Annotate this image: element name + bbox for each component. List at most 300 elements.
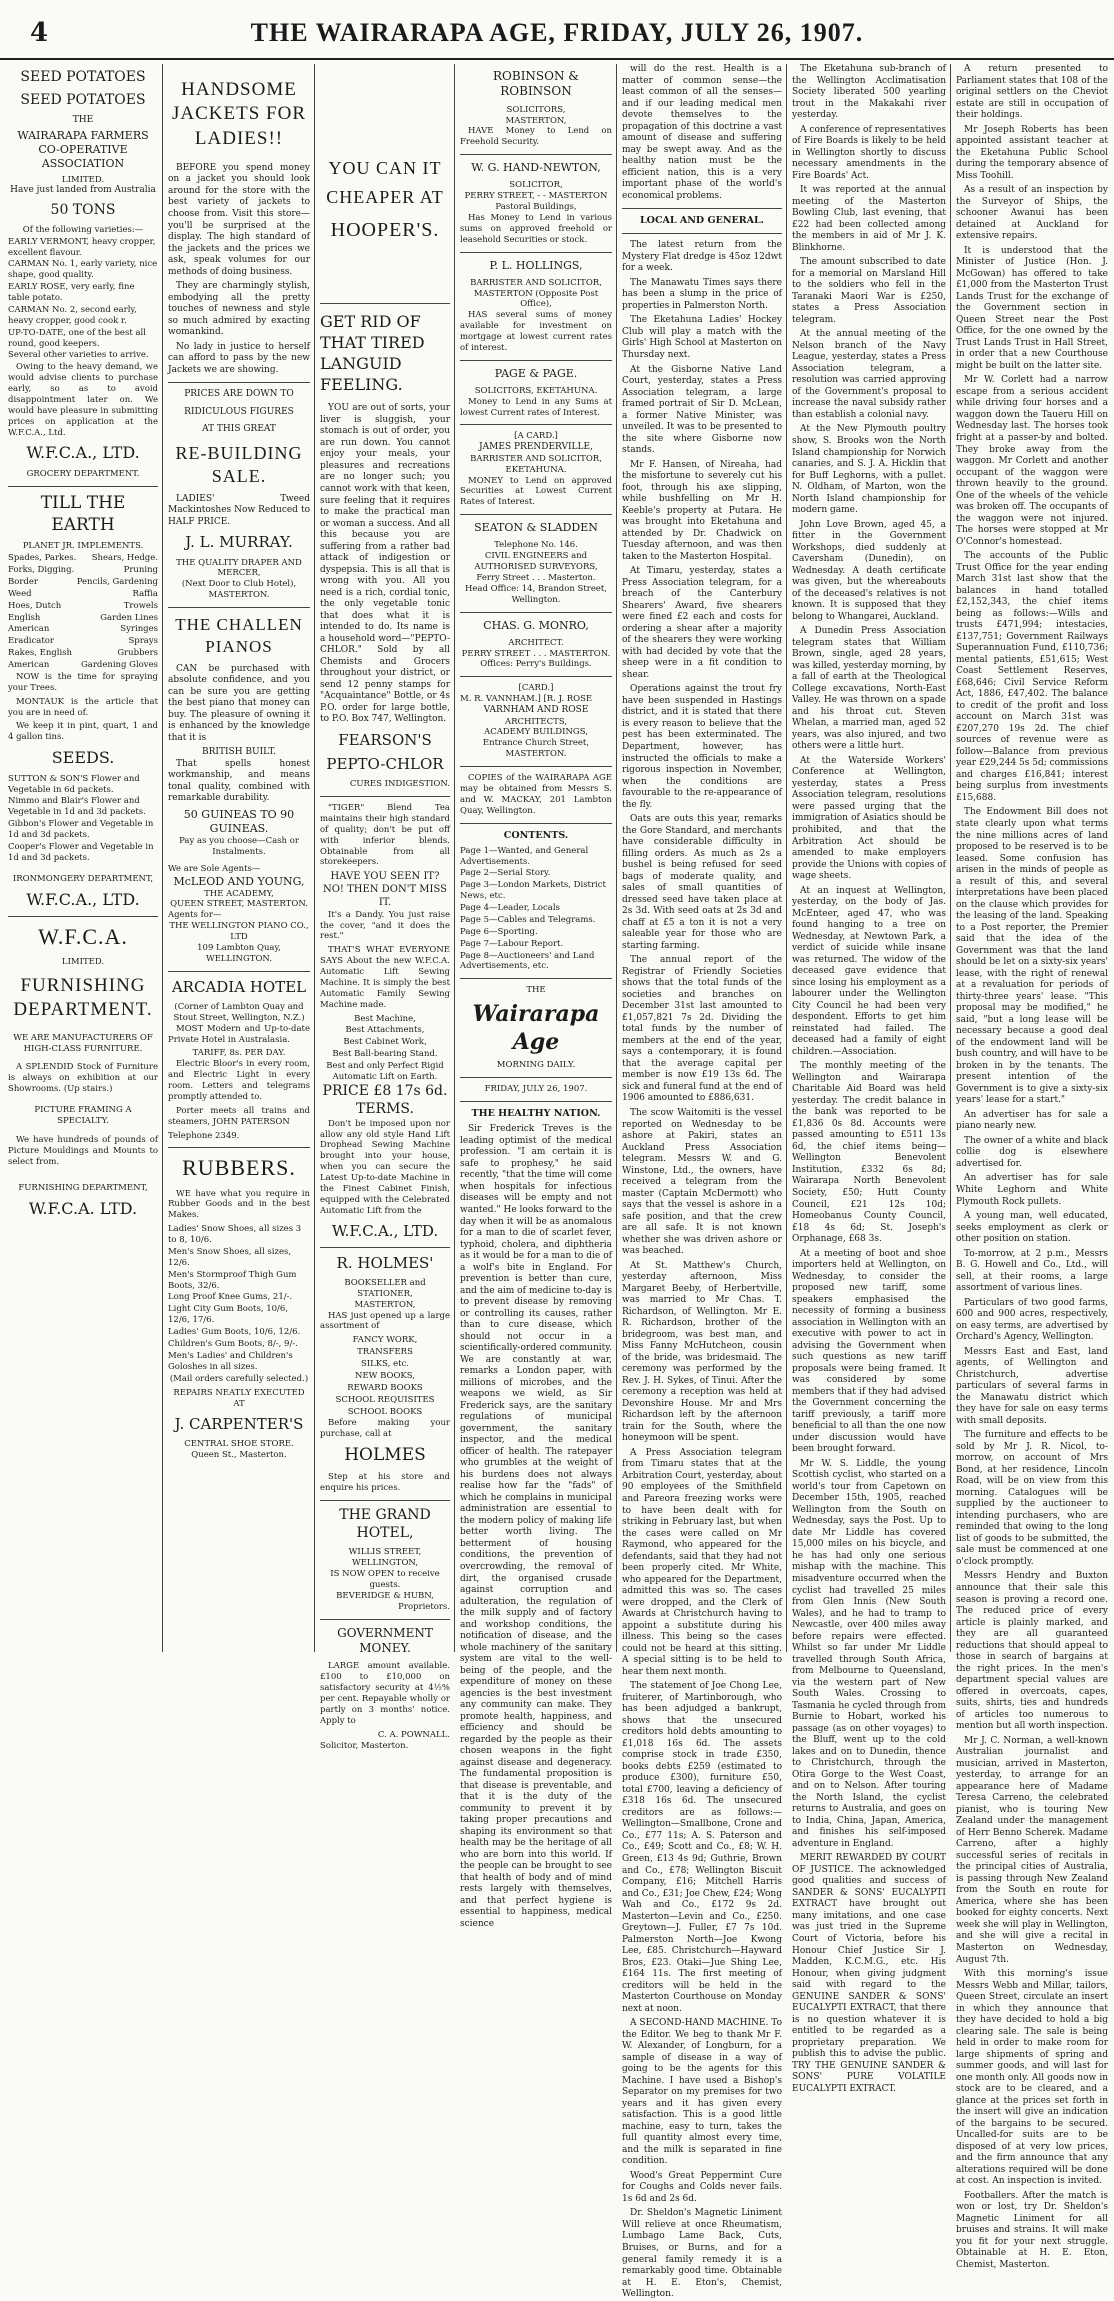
jl-murray: J. L. MURRAY. (185, 533, 293, 552)
news-paragraph: Mr F. Hansen, of Nireaha, had the misfortune to severely cut his foot, through his axe slipping, while bushfelling on Mr H. Keeble's property at Putara. He was brought into Eketahuna and attended by Dr. Chadwick on Tuesday afternoon, and was then taken to the Masterton Hospital. (622, 459, 782, 562)
best-item: Best Machine, (354, 1013, 416, 1024)
potato-varieties-list (8, 237, 158, 362)
architects: ARCHITECTS, (504, 716, 568, 727)
tool-item: Raffia (132, 588, 158, 599)
news-paragraph: A young man, well educated, seeks employment as clerk or other position on station. (956, 1211, 1108, 1245)
news-paragraph: The scow Waitomiti is the vessel reported on Wednesday to be ashore at Pakiri, states an Auckland Press Association telegram. Messrs W. and G. Winstone, Ltd., the owners, have received a telegram from the master (Captain McDermott) who says that the vessel is ashore in a safe position, and that the crew are all safe. It is not known whether she was driven ashore or was beached. (622, 1107, 782, 1257)
robinson: ROBINSON & ROBINSON (493, 69, 579, 99)
ad-seed-potatoes: SEED POTATOES (20, 69, 146, 85)
potato-variety: CARMAN No. 2, second early, heavy cropper, good cook r. (8, 304, 137, 326)
ad-seed-potatoes-repeat: SEED POTATOES (20, 91, 146, 108)
best-only: Best and only Perfect Rigid Automatic Lift on Earth. (326, 1061, 444, 1082)
holmes-item: TRANSFERS (357, 1347, 413, 1358)
copies-text: COPIES of the WAIRARAPA AGE may be obtained from Messrs S. and W. MACKAY, 201 Lambton Quay, Wellington. (460, 773, 612, 816)
tool-item: Gardening Gloves (80, 660, 158, 671)
contents-heading: CONTENTS. (503, 829, 569, 841)
page-solicitors: SOLICITORS, EKETAHUNA. (474, 385, 598, 396)
is-now-open: IS NOW OPEN to receive guests. (330, 1569, 440, 1591)
wfca-name: WAIRARAPA FARMERS CO-OPERATIVE ASSOCIATION (17, 129, 149, 171)
news-paragraph: The Endowment Bill does not state clearly upon what terms the nine millions acres of land proposed to be reserved is to be leased. Some confusion has arisen in the minds of people as a result of this, and several interpretations have been placed on the clause which provides for the leasing of the land. Speaking to a Post reporter, the Premier said that the idea of the Government was that the land should be let on a sixty-six years' lease, with the right of renewal at a revaluation for periods of thirty-three years' lease. "This proposal may be modified," he said, "but a long lease will be necessary because a good deal of the endowment land will be bush country, and will have to be broken in by the tenants. The present intention of the Government is to give a sixty-six years' lease for a start." (956, 807, 1108, 1106)
news-paragraph: Particulars of two good farms, 600 and 900 acres, respectively, on easy terms, are advertised by Orchard's Agency, Wellington. (956, 1297, 1108, 1343)
holmes-big: HOLMES (344, 1445, 426, 1466)
best-item: Best Cabinet Work, (343, 1037, 427, 1048)
head-office: Head Office: 14, Brandon Street, Wellington. (464, 583, 608, 605)
pay-choose: Pay as you choose—Cash or Instalments. (179, 835, 299, 857)
news-paragraph: A Dunedin Press Association telegram states that William Brown, single, aged 28 years, was killed, yesterday morning, by a fall of earth at the Theological College excavations, North-East Valley. He was thrown on a spade and his throat cut. Steven Whelan, a married man, aged 52 years, was also injured, and two others were a little hurt. (792, 626, 946, 752)
news-paragraph: The statement of Joe Chong Lee, fruiterer, of Martinborough, who has been adjudged a bankrupt, shows that the unsecured creditors hold debts amounting to £1,018 16s 6d. The assets comprise stock in trade £350, books debts £259 (estimated to produce £300), furniture £50, total £700, leaving a deficiency of £318 16s 6d. The unsecured creditors are as follows:—Wellington—Smallbone, Crone and Co., £77 11s; A. S. Paterson and Co., £49; Scott and Co., £8; W. H. Green, £13 4s 9d; Guthrie, Brown and Co., £78; Wellington Biscuit Company, £16; Mitchell Harris and Co., £31; Joe Chew, £24; Wong Wah and Co., £172 9s 2d. Masterton—Levin and Co., £250. Greytown—J. Fuller, £7 7s 10d. Palmerston North—Joe Kwong Lee, £85. Christchurch—Hayward Bros, £23. Otaki—Jue Shing Lee, £164 11s. The first meeting of creditors will be held in the Masterton Courthouse on Monday next at noon. (622, 1681, 782, 2014)
tool-row (8, 660, 158, 671)
divider (320, 1247, 450, 1248)
has-just-opened: HAS just opened up a large assortment of (320, 1310, 450, 1332)
divider (8, 486, 158, 487)
news-paragraph: An advertiser has for sale White Leghorn and White Plymouth Rock pullets. (956, 1173, 1108, 1207)
card-label-2: [CARD.] (518, 683, 554, 694)
at-this-great: AT THIS GREAT (202, 424, 276, 435)
quality-draper: THE QUALITY DRAPER AND MERCER, (176, 557, 302, 579)
at-text: AT (233, 1399, 245, 1410)
divider (168, 382, 310, 383)
news-list-col7 (956, 64, 1108, 2271)
machine-price: PRICE £8 17s 6d. TERMS. (322, 1082, 448, 1117)
ferry-street: Ferry Street . . . Masterton. (476, 572, 596, 583)
manufacturers-text: WE ARE MANUFACTURERS OF HIGH-CLASS FURNITURE. (13, 1032, 153, 1054)
workmanship-text: That spells honest workmanship, and means tonal quality, combined with remarkable durability. (168, 758, 310, 804)
tool-item: Pruning (123, 565, 158, 576)
holmes-item: SCHOOL BOOKS (347, 1406, 423, 1417)
picture-framing: PICTURE FRAMING A SPECIALTY. (34, 1105, 132, 1126)
limited-label-2: LIMITED. (61, 957, 105, 968)
column-rule (950, 64, 951, 1652)
column-rule (616, 64, 617, 1652)
divider (460, 1077, 612, 1078)
contents-item: Page 5—Cables and Telegrams. (460, 914, 596, 925)
news-paragraph: A conference of representatives of Fire Boards is likely to be held in Wellington shortly to discuss necessary amendments in the Fire Boards' Act. (792, 124, 946, 181)
seeds-heading: SEEDS. (51, 748, 115, 768)
divider (460, 1101, 612, 1102)
monro: CHAS. G. MONRO, (483, 618, 589, 632)
rubbers-text: WE have what you require in Rubber Goods and in the best Makes. (168, 1188, 310, 1221)
healthy-nation-article: Sir Frederick Treves is the leading optimist of the medical profession. "I am certain it is safe to prophesy," he said recently, "that the time will come when hospitals for infectious diseases will be empty and not wanted." He looks forward to the day when it will be as anomalous for a man to die of scarlet fever, typhoid, cholera, and diphtheria as it would be for a man to die of a wolf's bite in England. For prevention is better than cure, and the aim of medicine to-day is to prevent disease by removing or controlling its causes, rather than to cure disease, which should not occur in a scientifically-ordered community. We are constantly at war, remarks a London paper, with millions of microbes, and the weapons we wield, as Sir Frederick says, are the sanitary regulations of municipal government, the sanitary inspector, and the medical officer of health. The ratepayer who grumbles at the weight of his burdens does not always realise how far the "fads" of which he complains in municipal administration are essential to the modern policy of making life better worth living. The betterment of housing conditions, the prevention of overcrowding, the removal of dirt, the organised crusade against corruption and adulteration, the regulation of the milk supply and of factory and workshop conditions, the notification of disease, and the whole machinery of the sanitary system are vital to the well-being of the people, and the expenditure of money on these agencies is the best investment any community can make. They promote health, happiness, and efficiency and should be regarded by the people as their chosen weapons in the fight against disease and degeneracy. The fundamental proposition is that disease is preventable, and that it is the duty of the community to prevent it by taking proper precautions and shaping its environment so that health may be the heritage of all who are born into this world. If the people can be brought to see that health of body and of mind rests largely with themselves, and that perfect hygiene is essential to happiness, medical science (460, 1124, 612, 1929)
tools-list (8, 553, 158, 671)
tool-item: Hoes, Dutch (8, 600, 62, 611)
tool-item: Weed (8, 588, 32, 599)
no-lady-text: No lady in justice to herself can afford to pass by the new Jackets we are showing. (168, 341, 310, 375)
lambton-quay: 109 Lambton Quay, (197, 942, 281, 953)
news-paragraph: The amount subscribed to date for a memorial on Marsland Hill to the soldiers who fell in the Taranaki Maori War is £250, states a Press Association telegram. (792, 257, 946, 325)
potato-variety: EARLY ROSE, very early, fine table potato. (8, 282, 135, 304)
british-built: BRITISH BUILT. (202, 747, 276, 758)
contents-item: Page 8—Auctioneers' and Land Advertisements, etc. (460, 950, 595, 972)
seeds-list (8, 774, 158, 864)
monro-offices: Offices: Perry's Buildings. (480, 659, 592, 670)
central-shoe: CENTRAL SHOE STORE. (184, 1439, 294, 1450)
wfca-ltd-footer: W.F.C.A. LTD. (28, 1199, 138, 1219)
demand-note: Owing to the heavy demand, we would advise clients to purchase early, so as to avoid disappointment later on. We would have pleasure in submitting prices on application at the W.F.C.A., Ltd. (8, 362, 158, 438)
tool-item: Border (8, 576, 38, 587)
monro-architect: ARCHITECT. (508, 637, 564, 648)
divider (168, 1147, 310, 1148)
prices-down: PRICES ARE DOWN TO (184, 389, 294, 400)
contents-item: Page 1—Wanted, and General Advertisements. (460, 845, 589, 867)
porter-text: Porter meets all trains and steamers, JOHN PATERSON (168, 1105, 310, 1127)
civil-engineers: CIVIL ENGINEERS and AUTHORISED SURVEYORS, (474, 551, 598, 573)
tool-item: American (8, 624, 50, 635)
divider (320, 1500, 450, 1501)
mackintoshes-text: LADIES' Tweed Mackintoshes Now Reduced to HALF PRICE. (168, 493, 310, 527)
pownall: C. A. POWNALL. (377, 1729, 450, 1740)
holmes-item: NEW BOOKS, (355, 1370, 415, 1381)
news-paragraph: At the Waterside Workers' Conference at Wellington, yesterday, states a Press Association telegram, resolutions were passed urging that the immigration of Asiatics should be prohibited, and that the Arbitration Act should be amended to make employers provide the Unions with copies of wage sheets. (792, 755, 946, 882)
column-rule (162, 64, 163, 1652)
best-item: Best Ball-bearing Stand. (332, 1049, 438, 1060)
tool-item: Pencils, Gardening (76, 576, 158, 587)
divider (460, 154, 612, 155)
news-paragraph: At Timaru, yesterday, states a Press Association telegram, for a breach of the Canterbury Shearers' Award, five shearers were fined £2 each and costs for ordering a shear after a majority of the shearers they were working with had decided by vote that the sheep were in a fit condition to shear. (622, 566, 782, 680)
news-paragraph: Mr W. Corlett had a narrow escape from a serious accident while driving four horses and a waggon down the Taueru Hill on Wednesday last. The horses took fright at a passer-by and bolted. They broke away from the waggon. Mr Corlett and another occupant of the waggon were thrown heavily to the ground. One of the wheels of the vehicle was broken off. The occupants of the waggon were not injured. The horses were stopped at Mr O'Connor's homestead. (956, 375, 1108, 547)
tool-item: Syringes (120, 624, 158, 635)
you-can-cheaper: YOU CAN IT CHEAPER AT (326, 158, 444, 207)
news-paragraph: The furniture and effects to be sold by Mr J. R. Nicol, to-morrow, on account of Mrs Bond, at her residence, Lincoln Road, will be on view from this morning. Catalogues will be supplied by the auctioneer to intending purchasers, who are reminded that owing to the long list of goods to be submitted, the sale must be commenced at one o'clock promptly. (956, 1430, 1108, 1567)
page-number: 4 (30, 18, 49, 48)
planet-jr: PLANET JR. IMPLEMENTS. (22, 541, 144, 552)
hollings-money: HAS several sums of money available for investment on mortgage at lowest current rates of interest. (460, 310, 612, 353)
rubber-item: Light City Gum Boots, 10/6, 12/6, 17/6. (168, 1304, 289, 1326)
tool-item: Trowels (123, 600, 158, 611)
mouldings-text: We have hundreds of pounds of Picture Mouldings and Mounts to select from. (8, 1134, 158, 1167)
divider (460, 676, 612, 677)
news-paragraph: At the Gisborne Native Land Court, yesterday, states a Press Association telegram, a large framed portrait of Sir D. McLean, a former Native Minister, was unveiled. It was to be presented to the site where Gisborne now stands. (622, 364, 782, 456)
furnishing-dept: FURNISHING DEPARTMENT, (18, 1183, 148, 1194)
news-paragraph: The monthly meeting of the Wellington and Wairarapa Charitable Aid Board was held yesterday. The credit balance in the bank was reported to be £1,836 0s 8d. Accounts were passed amounting to £511 13s 6d, the chief items being—Wellington Benevolent Institution, £332 6s 8d; Wairarapa North Benevolent Society, £50; Hutt County Council, £21 12s 10d; Homeobanus County Council, £18 4s 6d; St. Joseph's Orphanage, £68 3s. (792, 1061, 946, 1245)
tool-item: Grubbers (117, 648, 158, 659)
news-paragraph: John Love Brown, aged 45, a fitter in the Government Workshops, died suddenly at Caversham (Dunedin), on Wednesday. A death certificate was given, but the whereabouts of the deceased's relatives is not known. It is supposed that they belong to Whangarei, Auckland. (792, 519, 946, 622)
pepto-chlor: PEPTO-CHLOR (326, 755, 444, 773)
agents-for: Agents for— (168, 910, 222, 921)
divider (622, 208, 782, 209)
healthy-nation-heading: THE HEALTHY NATION. (471, 1108, 601, 1120)
news-paragraph: Dr. Sheldon's Magnetic Liniment Will relieve at once Rheumatism, Lumbago Lame Back, Cuts, Bruises, or Burns, and for a general family remedy it is a remarkably good time. Obtainable at H. E. Eton's, Chemist, Wellington. (622, 2208, 782, 2300)
tool-row (8, 589, 158, 600)
news-paragraph: Mr W. S. Liddle, the young Scottish cyclist, who started on a world's tour from Capetown on December 15th, 1905, reached Wellington from the South on Wednesday, says the Post. Up to date Mr Liddle has covered 15,000 miles on his bicycle, and he has had only one serious mishap with the machine. This misadventure occurred when the cyclist had travelled 25 miles from Glen Innis (New South Wales), and he had to tramp to Newcastle, over 400 miles away before repairs were effected. Whilst so far under Mr Liddle travelled through South Africa, from Melbourne to Queensland, via the western part of New South Wales. Crossing to Tasmania he cycled through from Burnie to Hobart, worked his passage (as on other voyages) to the Bluff, went up to the cold lakes and on to Dunedin, thence to Christchurch, through the Otira Gorge to the West Coast, and on to Nelson. After touring the North Island, the cyclist returns to Australia, and goes on to India, China, Japan, America, and finishes his self-imposed adventure in England. (792, 1458, 946, 1849)
holmes-item: FANCY WORK, (352, 1335, 418, 1346)
column-7 (952, 64, 1112, 2270)
limited-label: LIMITED. (61, 174, 105, 185)
step-in: Step at his store and enquire his prices. (320, 1471, 450, 1493)
keep-text: We keep it in pint, quart, 1 and 4 gallon tins. (8, 721, 158, 743)
solicitor-masterton: Solicitor, Masterton. (320, 1740, 409, 1751)
card-label: [A CARD.] (514, 431, 558, 442)
tool-row (8, 648, 158, 659)
holmes-item: REWARD BOOKS (347, 1382, 423, 1393)
page-and-page: PAGE & PAGE. (494, 366, 578, 380)
spray-text: NOW is the time for spraying your Trees. (8, 671, 158, 693)
rubbers-list (168, 1224, 310, 1372)
academy-buildings: ACADEMY BUILDINGS, (484, 727, 588, 738)
monro-perry: PERRY STREET . . . MASTERTON. (461, 648, 611, 659)
wfca-ltd-heading-2: W.F.C.A., LTD. (26, 889, 140, 909)
hand-money: Has Money to Lend in various sums on approved freehold or leasehold Securities or stock. (460, 212, 612, 245)
article-continued: will do the rest. Health is a matter of common sense—the least common of all the senses—and if our leading medical men devote themselves to the propagation of this doctrine a vast amount of disease and suffering may be swept away. And as the healthy nation must be the efficient nation, this is a very important phase of the world's economical problems. (622, 64, 782, 201)
eketahuna: EKETAHUNA. (505, 464, 567, 475)
contents-item: Page 4—Leader, Locals (460, 903, 560, 914)
news-paragraph: The Eketahuna Ladies' Hockey Club will play a match with the Girls' High School at Masterton on Thursday next. (622, 315, 782, 360)
contents-list (460, 846, 612, 973)
contents-item: Page 7—Labour Report. (460, 938, 564, 949)
rubber-item: Men's Snow Shoes, all sizes, 12/6. (168, 1246, 292, 1268)
column-2 (164, 64, 314, 1652)
divider (460, 424, 612, 425)
tariff: TARIFF, 8s. PER DAY. (192, 1048, 286, 1059)
ironmongery-dept: IRONMONGERY DEPARTMENT, (12, 873, 154, 884)
news-paragraph: MERIT REWARDED BY COURT OF JUSTICE. The acknowledged good qualities and success of SANDER & SONS' EUCALYPTI EXTRACT have brought out many imitations, and one case was just tried in the Supreme Court of Victoria, before his Honour Chief Justice Sir J. Madden, K.C.M.G., etc. His Honour, when giving judgment said with regard to the GENUINE SANDER & SONS' EUCALYPTI EXTRACT, that there is no question whatever it is entitled to be regarded as a proprietary preparation. We publish this to advise the public. TRY THE GENUINE SANDER & SONS' PURE VOLATILE EUCALYPTI EXTRACT. (792, 1853, 946, 2094)
fifty-tons: 50 TONS (50, 201, 116, 218)
newspaper-logo: Wairarapa Age (472, 1001, 600, 1056)
proprietors: Proprietors. (398, 1601, 450, 1612)
divider (460, 360, 612, 361)
news-paragraph: Operations against the trout fry have been suspended in Hastings district, and it is stated that there is every reason to believe that the pest has been exterminated. The Department, however, has instructed the officials to make a rigorous inspection in November, when the conditions are favourable to the re-appearance of the fly. (622, 684, 782, 810)
stylish-text: They are charmingly stylish, embodying all the pretty touches of newness and style so much admired by exacting womankind. (168, 281, 310, 338)
rubber-item: Long Proof Knee Gums, 21/-. (168, 1292, 293, 1303)
divider (460, 612, 612, 613)
hand-newton: W. G. HAND-NEWTON, (471, 161, 601, 175)
seed-item: Gibbon's Flower and Vegetable in 1d and 3d packets. (8, 819, 154, 841)
news-paragraph: Wood's Great Peppermint Cure for Coughs and Colds never fails. 1s 6d and 2s 6d. (622, 2170, 782, 2204)
newspaper-title: THE WAIRARAPA AGE, FRIDAY, JULY 26, 1907. (250, 18, 864, 47)
repairs: REPAIRS NEATLY EXECUTED (173, 1388, 305, 1399)
news-paragraph: A Press Association telegram from Timaru states that at the Arbitration Court, yesterday, about 90 employees of the Smithfield and Pareora freezing works were to have been dealt with for striking in February last, but when the cases were called on Mr Raymond, who appeared for the defendants, said that they had not been properly cited. Mr White, who appeared for the Department, admitted this was so. The cases were dropped, and the Clerk of Awards at Christchurch having to appoint a substitute during his illness. This being so the cases could not be heard at this sitting. A special sitting is to be held to hear them next month. (622, 1447, 783, 1677)
ad-the: THE (72, 114, 94, 125)
thats-what-text: THAT'S WHAT EVERYONE SAYS About the new W.F.C.A. Automatic Lift Sewing Machine. It is simply the best Automatic Family Sewing Machine made. (320, 945, 450, 1010)
hand-solicitor: SOLICITOR, (509, 180, 563, 191)
telephone: Telephone 2349. (168, 1130, 240, 1141)
challen-text: CAN be purchased with absolute confidence, and you can be sure you are getting the best piano that money can buy. The pleasure of owning it is enhanced by the knowledge that it is (168, 663, 310, 743)
column-3 (316, 64, 454, 1751)
prenderville-barrister: BARRISTER AND SOLICITOR, (470, 453, 602, 464)
hollings-address: MASTERTON (Opposite Post Office), (473, 288, 599, 310)
arcadia-text: MOST Modern and Up-to-date Private Hotel in Australasia. (168, 1023, 310, 1045)
tool-item: Rakes, English (8, 648, 73, 659)
club-hotel: (Next Door to Club Hotel), MASTERTON. (181, 579, 297, 601)
mail-orders: (Mail orders carefully selected.) (169, 1373, 309, 1384)
news-paragraph: The accounts of the Public Trust Office for the year ending March 31st last show that the balances in hand totalled £2,152,343, the chief items being as follows:—Wills and trusts £471,994; intestacies, £137,751; Government Railways Superannuation Fund, £110,736; mental patients, £51,615; West Coast Settlement Reserves, £68,646; Civil Service Reform Act, 1886, £47,402. The balance to credit of the profit and loss account on March 31st was £207,270 19s 2d. The chief sources of revenue were as follow—Balance from previous year £29,244 5s 5d; commissions and charges £16,841; interest being surplus from investments £15,688. (956, 551, 1108, 803)
masterton-label: MASTERTON, (354, 1299, 416, 1310)
local-general-heading: LOCAL AND GENERAL. (639, 215, 764, 227)
challen-pianos: THE CHALLEN PIANOS (175, 615, 303, 656)
rebuilding-sale: RE-BUILDING SALE. (175, 442, 303, 486)
r-holmes: R. HOLMES' (336, 1253, 434, 1272)
column-5 (618, 64, 786, 2300)
tool-row (8, 613, 158, 624)
logo-the: THE (526, 985, 546, 996)
vannham-rose: M. R. VANNHAM.] [R. J. ROSE (460, 694, 593, 705)
seaton-sladden: SEATON & SLADDEN (474, 521, 598, 535)
mcleod-young: McLEOD AND YOUNG, (173, 874, 305, 888)
divider (460, 252, 612, 253)
montauk-text: MONTAUK is the article that you are in need of. (8, 696, 158, 718)
guineas: 50 GUINEAS TO 90 GUINEAS. (183, 807, 295, 835)
robinson-solicitors: SOLICITORS, (506, 104, 566, 115)
tool-item: Forks, Digging. (8, 565, 75, 576)
holmes-item: SILKS, etc. (360, 1359, 409, 1370)
wellington: WELLINGTON. (205, 953, 273, 964)
divider (622, 233, 782, 234)
potato-variety: EARLY VERMONT, heavy cropper, excellent flavour. (8, 236, 156, 258)
divider (168, 607, 310, 608)
rubber-item: Ladies' Snow Shoes, all sizes 3 to 8, 10/6. (168, 1224, 302, 1246)
news-paragraph: The Eketahuna sub-branch of the Wellington Acclimatisation Society liberated 500 yearling trout in the Makakahi river yesterday. (792, 64, 946, 121)
jackets-text: BEFORE you spend money on a jacket you should look around for the store with the best variety of jackets to choose from. Visit this store—you'll be surprised at the display. The high standard of the jackets and the prices we ask, speak volumes for our methods of doing business. (168, 162, 310, 277)
tool-item: English (8, 612, 41, 623)
news-paragraph: An advertiser has for sale a piano nearly new. (956, 1109, 1108, 1132)
divider (460, 978, 612, 979)
tool-row (8, 601, 158, 612)
tool-item: Spades, Parkes. (8, 553, 77, 564)
tool-row (8, 636, 158, 647)
news-paragraph: Oats are outs this year, remarks the Gore Standard, and merchants have considerable difficulty in filling orders. As much as 2s a bushel is being refused for seed bags of moderate quality, and sales of small quantities of dressed seed have taken place at 2s 3d. With seed oats at 2s 3d and chaff at £5 a ton it is not a very saleable year for those who are starting farming. (622, 814, 782, 951)
tool-item: Garden Lines (100, 612, 158, 623)
news-paragraph: Mr J. C. Norman, a well-known Australian journalist and musician, arrived in Masterton, yesterday, to arrange for an appearance here of Madame Teresa Carreno, the celebrated pianist, who is touring New Zealand under the management of Herr Benno Scherek. Madame Carreno, after a highly successful series of recitals in the principal cities of Australia, is passing through New Zealand from the South en route for America, where she has been booked for eighty concerts. Next week she will play in Wellington, and she will give a recital in Masterton on Wednesday, August 7th. (956, 1735, 1108, 1965)
potato-variety: UP-TO-DATE, one of the best all round, good keepers. (8, 327, 146, 349)
tool-row (8, 624, 158, 635)
news-paragraph: At a meeting of boot and shoe importers held at Wellington, on Wednesday, to consider the proposed new tariff, some speakers emphasised the necessity of forming a business association in Wellington with an executive with power to act in advising the Government when such questions as new tariff proposals were being framed. It was considered by some members that if they had advised the Government concerning the tariff previously, a tariff more beneficial to all than the one now under discussion would have been brought forward. (792, 1248, 946, 1455)
bookseller: BOOKSELLER and STATIONER, (344, 1277, 426, 1299)
have-you-seen: HAVE YOU SEEN IT? NO! THEN DON'T MISS IT. (322, 871, 448, 908)
rubber-item: Men's Stormproof Thigh Gum Boots, 32/6. (168, 1269, 297, 1291)
rubber-item: Children's Gum Boots, 8/-, 9/-. (168, 1338, 298, 1349)
tool-item: Shears, Hedge. (91, 553, 158, 564)
seed-item: Nimmo and Blair's Flower and Vegetable in 1d and 3d packets. (8, 796, 146, 818)
ridiculous-figures: RIDICULOUS FIGURES (184, 406, 294, 417)
landed-text: Have just landed from Australia (10, 185, 156, 196)
news-paragraph: It is understood that the Minister of Justice (Hon. J. McGowan) has offered to take £1,000 from the Masterton Trust Lands Trust for the exchange of the Government section in Queen Street near the Post Office, for the one owned by the Trust Lands Trust in Hall Street, in order that a new Courthouse might be built on the latter site. (956, 245, 1108, 371)
divider (460, 766, 612, 767)
news-paragraph: With this morning's issue Messrs Webb and Millar, tailors, Queen Street, circulate an insert in which they announce that they have decided to hold a big clearing sale. The sale is being held in order to make room for large shipments of spring and summer goods, and will last for one month only. All goods now in stock are to be cleared, and a glance at the prices set forth in the insert will give an indication of the bargains to be secured. Uncalled-for suits are to be disposed of at very low prices, and the firm announce that any alterations required will be done at cost. An inspection is invited. (956, 1969, 1108, 2187)
before-purchase: Before making your purchase, call at (320, 1418, 450, 1440)
news-paragraph: A return presented to Parliament states that 108 of the original settlers on the Cheviot estate are still in occupation of their holdings. (956, 64, 1108, 121)
tool-item: Sprays (128, 636, 158, 647)
news-paragraph: The latest return from the Mystery Flat dredge is 45oz 12dwt for a week. (622, 240, 782, 274)
till-the-earth: TILL THE EARTH (40, 492, 126, 535)
seed-item: SUTTON & SON'S Flower and Vegetable in 6d packets. (8, 773, 140, 795)
morning-daily: MORNING DAILY. (496, 1060, 576, 1071)
get-rid-heading: GET RID OF THAT TIRED LANGUID FEELING. (320, 312, 425, 394)
grocery-dept: GROCERY DEPARTMENT. (26, 468, 140, 479)
hoopers: HOOPER'S. (330, 218, 440, 241)
rubber-item: Ladies' Gum Boots, 10/6, 12/6. (168, 1327, 301, 1338)
rubber-item: Men's Ladies' and Children's Goloshes in all sizes. (168, 1350, 293, 1372)
robinson-masterton: MASTERTON, (505, 115, 567, 126)
masthead (0, 0, 1114, 60)
prenderville-money: MONEY to Lend on approved Securities at Lowest Current Rates of Interest. (460, 475, 612, 508)
news-paragraph: At an inquest at Wellington, yesterday, on the body of Jas. McEnteer, aged 47, who was found hanging to a tree on Wednesday, at Newtown Park, a verdict of suicide while insane was returned. The widow of the deceased gave evidence that since losing his employment as a labourer under the Wellington City Council he had been very despondent. Efforts to get him reinstated had failed. The deceased had a family of eight children.—Association. (792, 885, 946, 1057)
tool-item: American (8, 660, 50, 671)
seed-item: Cooper's Flower and Vegetable in 1d and 3d packets. (8, 841, 154, 863)
contents-item: Page 3—London Markets, District News, etc. (460, 880, 606, 902)
potato-variety: Several other varieties to arrive. (8, 350, 149, 361)
news-paragraph: At the annual meeting of the Nelson branch of the Navy League, yesterday, states a Press Association telegram, a resolution was carried approving of the Government's proposal to increase the naval subsidy rather than establish a colonial navy. (792, 329, 946, 420)
splendid-text: A SPLENDID Stock of Furniture is always on exhibition at our Showrooms. (Up stairs.) (8, 1062, 158, 1095)
government-money: GOVERNMENT MONEY. (337, 1625, 433, 1656)
column-rule (454, 64, 455, 1652)
divider (320, 303, 450, 304)
queen-st: Queen St., Masterton. (191, 1450, 287, 1461)
holmes-item: SCHOOL REQUISITES (335, 1394, 435, 1405)
tool-row (8, 577, 158, 588)
dandy-text: It's a Dandy. You just raise the cover, "and it does the rest." (320, 909, 450, 942)
hollings: P. L. HOLLINGS, (489, 258, 583, 272)
electric-text: Electric Bloor's in every room, and Electric Light in every room. Letters and telegrams promptly attended to. (168, 1059, 310, 1102)
tool-row (8, 553, 158, 564)
news-list-col6 (792, 64, 946, 2095)
best-item: Best Attachments, (345, 1025, 425, 1036)
tool-item: Eradicator (8, 636, 54, 647)
large-amount: LARGE amount available. £100 to £10,000 on satisfactory security at 4½% per cent. Repayable wholly or partly on 3 months' notice. Apply to (320, 1661, 450, 1726)
divider (168, 971, 310, 972)
divider (460, 514, 612, 515)
beveridge: BEVERIDGE & HUBN, (336, 1590, 434, 1601)
news-paragraph: The owner of a white and black collie dog is elsewhere advertised for. (956, 1135, 1108, 1169)
prenderville: JAMES PRENDERVILLE, (479, 442, 593, 453)
column-rule (786, 64, 787, 1652)
rubbers-heading: RUBBERS. (182, 1155, 296, 1181)
holmes-list (320, 1335, 450, 1417)
best-list (320, 1014, 450, 1061)
wfca-ltd-heading: W.F.C.A., LTD. (26, 443, 140, 463)
issue-date: FRIDAY, JULY 26, 1907. (484, 1084, 588, 1095)
robinson-money: HAVE Money to Lend on Freehold Security. (460, 126, 612, 148)
cures-indigestion: CURES INDIGESTION. (349, 779, 450, 790)
queen-street: QUEEN STREET, MASTERTON. (170, 899, 308, 910)
news-paragraph: To-morrow, at 2 p.m., Messrs B. G. Howell and Co., Ltd., will sell, at their rooms, a large assortment of various lines. (956, 1248, 1108, 1294)
varieties-text: Of the following varieties:— (22, 224, 144, 235)
column-4 (456, 64, 616, 1929)
pepto-text: YOU are out of sorts, your liver is sluggish, your stomach is out of order, you are run down. You cannot enjoy your meals, your pleasures and recreations are no longer such; you cannot work with that keen, sure feeling that it requires to make the practical man or woman a success. And all this because you are suffering from a rather bad attack of indigestion or dyspepsia. This is all that is wrong with you. All you need is a rich, cordial tonic, the only vegetable tonic that does what it is intended to do. Its name is a household word—"PEPTO-CHLOR." Sold by all Chemists and Grocers throughout your district, or send 12 penny stamps for "Acquaintance" Bottle, or 4s P.O. order for large bottle, to P.O. Box 747, Wellington. (320, 403, 450, 725)
news-paragraph: At St. Matthew's Church, yesterday afternoon, Miss Margaret Beeby, of Herbertville, was married to Mr Chas. T. Richardson, of Wellington. Mr E. R. Richardson, brother of the bridegroom, was best man, and Miss Fanny McHutcheon, cousin of the bride, was bridesmaid. The ceremony was performed by the Rev. J. H. Sykes, of Tinui. After the ceremony a reception was held at Devonshire House. Mr and Mrs Richardson left by the afternoon train for the South, where the honeymoon will be spent. (622, 1260, 782, 1444)
wfca-heading-3: W.F.C.A. (38, 924, 128, 950)
wellington-piano: THE WELLINGTON PIANO CO., LTD (169, 921, 309, 943)
divider (320, 1619, 450, 1620)
varnham-and-rose: VARNHAM AND ROSE (483, 705, 589, 715)
column-1 (4, 64, 162, 1652)
arcadia-address: (Corner of Lambton Quay and Stout Street, Wellington, N.Z.) (173, 1001, 305, 1023)
news-paragraph: It was reported at the annual meeting of the Masterton Bowling Club, last evening, that £22 had been collected among the members in aid of Mr J. K. Blinkhorne. (792, 185, 946, 253)
potato-variety: CARMAN No. 1, early variety, nice shape, good quality. (8, 259, 158, 281)
tool-row (8, 565, 158, 576)
sole-agents: We are Sole Agents— (168, 863, 261, 874)
news-paragraph: Footballers. After the match is won or lost, try Dr. Sheldon's Magnetic Liniment for all bruises and strains. It will make you fit for your next struggle. Obtainable at H. E. Eton, Chemist, Masterton. (956, 2190, 1108, 2270)
entrance: Entrance Church Street, MASTERTON. (482, 738, 590, 760)
news-paragraph: The Manawatu Times says there has been a slump in the price of properties in Palmerston North. (622, 277, 782, 311)
page-money: Money to Lend in any Sums at lowest Current rates of Interest. (460, 396, 612, 418)
willis-street: WILLIS STREET, WELLINGTON, (348, 1547, 422, 1569)
grand-hotel: THE GRAND HOTEL, (339, 1506, 431, 1541)
column-rule (314, 64, 315, 1652)
tiger-tea: "TIGER" Blend Tea maintains their high standard of quality; don't be put off with inferior blends. Obtainable from all storekeepers. (320, 803, 450, 868)
dont-imposed: Don't be imposed upon nor allow any old style Hand Lift Drophead Sewing Machine brought into your house, when you can secure the Latest Up-to-date Machine in the Finest Cabinet Finish, equipped with the Celebrated Automatic Lift from the (320, 1118, 450, 1216)
furnishing-heading: FURNISHING DEPARTMENT. (13, 975, 153, 1021)
arcadia-hotel: ARCADIA HOTEL (171, 977, 307, 996)
academy: THE ACADEMY, (204, 888, 274, 899)
handsome-jackets: HANDSOME JACKETS FOR LADIES!! (172, 79, 306, 149)
news-paragraph: A SECOND-HAND MACHINE. To the Editor. We beg to thank Mr F. W. Alexander, of Longburn, for a sample of disease in a way of going to be the agents for this Machine. I have used a Bishop's Separator on my premises for two years and it has given every satisfaction. This is a good little machine, easy to turn, takes the full quantity almost every time, and the milk is separated in fine condition. (622, 2018, 782, 2167)
news-paragraph: As a result of an inspection by the Surveyor of Ships, the schooner Awanui has been detained at Auckland for extensive repairs. (956, 185, 1108, 242)
column-6 (788, 64, 950, 2094)
contents-item: Page 2—Serial Story. (460, 868, 551, 879)
divider (460, 823, 612, 824)
news-paragraph: Messrs East and East, land agents, of Wellington and Christchurch, advertise particulars of several farms in the Manawatu district which they have for sale on easy terms with small deposits. (956, 1346, 1108, 1426)
hand-pastoral: Pastoral Buildings, (495, 202, 577, 213)
wfca-ltd-col3: W.F.C.A., LTD. (331, 1221, 439, 1240)
